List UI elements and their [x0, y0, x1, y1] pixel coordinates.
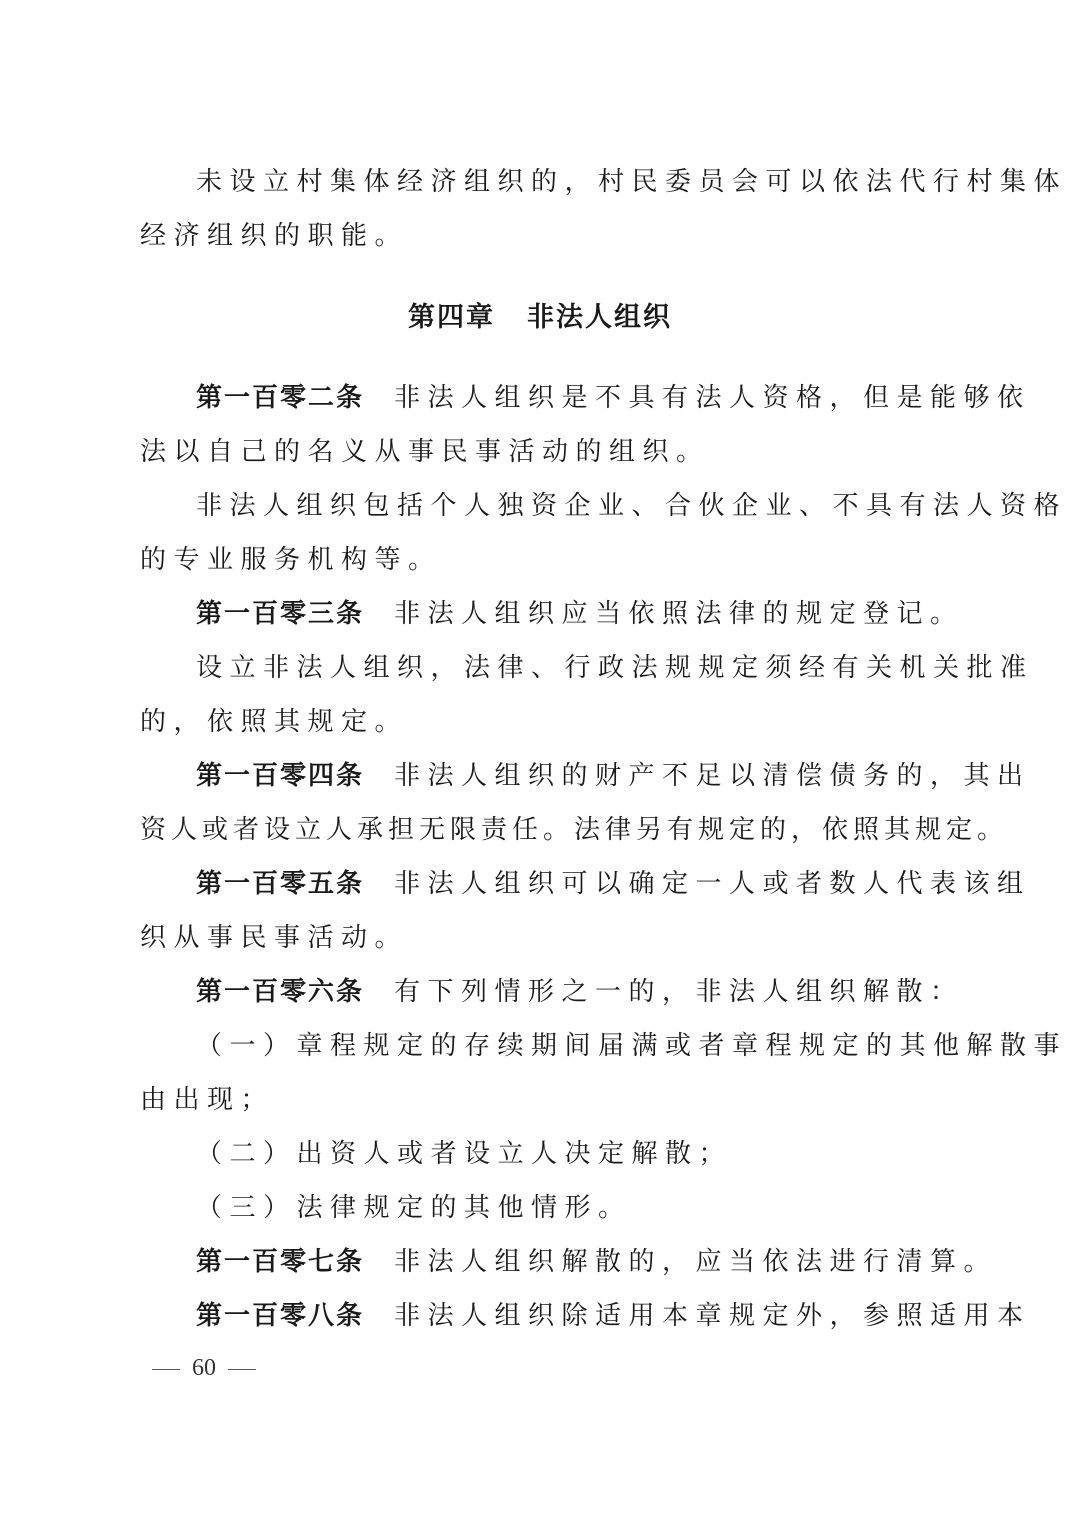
- article-106: [196, 964, 964, 1020]
- paragraph-line: 经济组织的职能。: [140, 221, 409, 251]
- article-text: 非法人组织解散的，应当依法进行清算。: [394, 1247, 998, 1277]
- article-number: 第一百零六条: [196, 977, 365, 1007]
- article-text: 非法人组织是不具有法人资格，但是能够依: [394, 383, 1031, 413]
- list-item: （二）出资人或者设立人决定解散；: [196, 1139, 733, 1169]
- paragraph-line: 织从事民事活动。: [140, 923, 409, 953]
- article-text: 有下列情形之一的，非法人组织解散：: [394, 977, 964, 1007]
- page-number-dash: [228, 1369, 256, 1370]
- article-104: [196, 748, 1031, 804]
- page-number-dash: [152, 1369, 180, 1370]
- article-number: 第一百零五条: [196, 869, 365, 899]
- article-105: [196, 856, 1031, 912]
- list-item: 由出现；: [140, 1085, 275, 1115]
- article-108: [196, 1288, 1031, 1344]
- article-text: 非法人组织应当依照法律的规定登记。: [394, 599, 964, 629]
- article-number: 第一百零八条: [196, 1301, 365, 1331]
- paragraph-line: 的专业服务机构等。: [140, 545, 442, 575]
- article-103: [196, 586, 964, 642]
- chapter-title: 非法人组织: [527, 302, 672, 333]
- page-number-value: 60: [192, 1355, 216, 1381]
- paragraph-line: 设立非法人组织，法律、行政法规规定须经有关机关批准: [196, 653, 1034, 683]
- article-102: [196, 370, 1031, 426]
- paragraph-line: 资人或者设立人承担无限责任。法律另有规定的，依照其规定。: [140, 815, 1009, 845]
- article-number: 第一百零四条: [196, 761, 365, 791]
- chapter-heading: [0, 290, 1080, 346]
- article-text: 非法人组织除适用本章规定外，参照适用本: [394, 1301, 1031, 1331]
- paragraph-line: 非法人组织包括个人独资企业、合伙企业、不具有法人资格: [196, 491, 1068, 521]
- article-number: 第一百零七条: [196, 1247, 365, 1277]
- list-item: （一）章程规定的存续期间届满或者章程规定的其他解散事: [196, 1031, 1068, 1061]
- article-text: 非法人组织可以确定一人或者数人代表该组: [394, 869, 1031, 899]
- article-number: 第一百零二条: [196, 383, 365, 413]
- article-107: [196, 1234, 998, 1290]
- article-text: 非法人组织的财产不足以清偿债务的，其出: [394, 761, 1031, 791]
- page-number: [140, 1346, 268, 1390]
- article-number: 第一百零三条: [196, 599, 365, 629]
- list-item: （三）法律规定的其他情形。: [196, 1193, 632, 1223]
- paragraph-line: 未设立村集体经济组织的，村民委员会可以依法代行村集体: [196, 167, 1068, 197]
- chapter-label: 第四章: [408, 302, 495, 333]
- paragraph-line: 的，依照其规定。: [140, 707, 409, 737]
- paragraph-line: 法以自己的名义从事民事活动的组织。: [140, 437, 710, 467]
